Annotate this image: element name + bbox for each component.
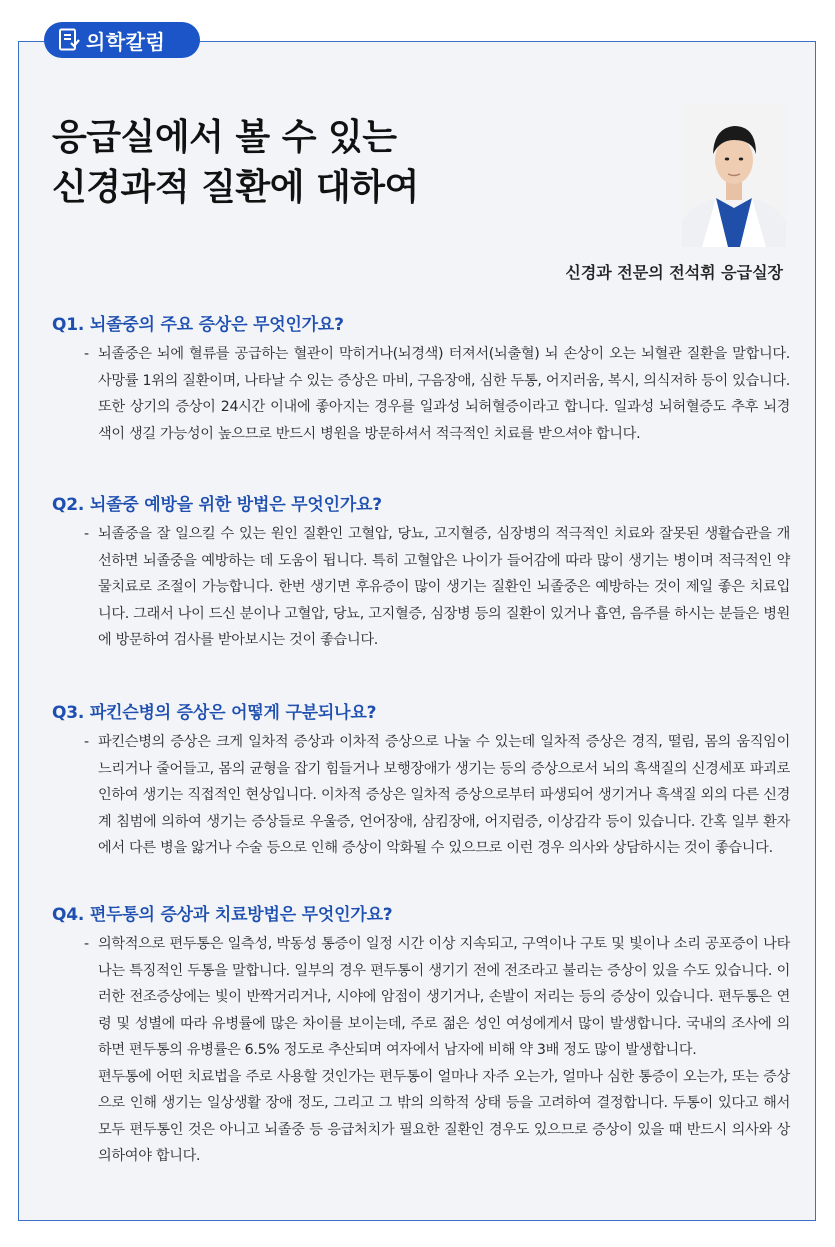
question-3: Q3. 파킨슨병의 증상은 어떻게 구분되나요?	[52, 703, 377, 723]
answer-paragraph: 편두통에 어떤 치료법을 주로 사용할 것인가는 편두통이 얼마나 자주 오는가, 얼마나 심한 통증이 오는가, 또는 증상으로 인해 생기는 일상생활 장애 정도, 그리고 그 밖의 의학적 상태 등을 고려하여 결정합니다. 두통이 있다고 해서 모두 편두통인 것은 아니고 뇌졸중 등 응급처치가 필요한 질환인 경우도 있으므로 증상이 있을 때 반드시 의사와 상의하여야 합니다.	[98, 1068, 790, 1164]
document-icon	[58, 28, 80, 52]
answer-paragraph: 파킨슨병의 증상은 크게 일차적 증상과 이차적 증상으로 나눌 수 있는데 일차적 증상은 경직, 떨림, 몸의 움직임이 느리거나 줄어들고, 몸의 균형을 잡기 힘들거나 보행장애가 생기는 등의 증상으로서 뇌의 흑색질의 신경세포 파괴로 인하여 생기는 직접적인 현상입니다. 이차적 증상은 일차적 증상으로부터 파생되어 생기거나 흑색질 외의 다른 신경계 침범에 의하여 생기는 증상들로 우울증, 언어장애, 삼킴장애, 어지럼증, 이상감각 등이 있습니다. 간혹 일부 환자에서 다른 병을 앓거나 수술 등으로 인해 증상이 악화될 수 있으므로 이런 경우 의사와 상담하시는 것이 좋습니다.	[98, 734, 790, 856]
article-title-line-1: 응급실에서 볼 수 있는	[52, 117, 397, 158]
answer-1	[52, 341, 790, 447]
question-1: Q1. 뇌졸중의 주요 증상은 무엇인가요?	[52, 315, 344, 335]
article-title	[52, 113, 612, 213]
answer-dash: -	[84, 734, 89, 750]
qa-item-4	[52, 903, 790, 1170]
qa-item-2	[52, 493, 790, 654]
answer-2	[52, 521, 790, 654]
answer-paragraph: 뇌졸중을 잘 일으킬 수 있는 원인 질환인 고혈압, 당뇨, 고지혈증, 심장병의 적극적인 치료와 잘못된 생활습관을 개선하면 뇌졸중을 예방하는 데 도움이 됩니다. 특히 고혈압은 나이가 들어감에 따라 많이 생기는 병이며 적극적인 약물치료로 조절이 가능합니다. 한번 생기면 후유증이 많이 생기는 질환인 뇌졸중은 예방하는 것이 제일 좋은 치료입니다. 그래서 나이 드신 분이나 고혈압, 당뇨, 고지혈증, 심장병 등의 질환이 있거나 흡연, 음주를 하시는 분들은 병원에 방문하여 검사를 받아보시는 것이 좋습니다.	[98, 526, 790, 648]
question-4: Q4. 편두통의 증상과 치료방법은 무엇인가요?	[52, 905, 393, 925]
answer-dash: -	[84, 346, 89, 362]
qa-item-3	[52, 701, 790, 862]
qa-item-1	[52, 313, 790, 447]
answer-paragraph: 의학적으로 편두통은 일측성, 박동성 통증이 일정 시간 이상 지속되고, 구역이나 구토 및 빛이나 소리 공포증이 나타나는 특징적인 두통을 말합니다. 일부의 경우 편두통이 생기기 전에 전조라고 불리는 증상이 있을 수도 있습니다. 이러한 전조증상에는 빛이 반짝거리거나, 시야에 암점이 생기거나, 손발이 저리는 등의 증상이 있습니다. 편두통은 연령 및 성별에 따라 유병률에 많은 차이를 보이는데, 주로 젊은 성인 여성에게서 많이 발생합니다. 국내의 조사에 의하면 편두통의 유병률은 6.5% 정도로 추산되며 여자에서 남자에 비해 약 3배 정도 많이 발생합니다.	[98, 936, 790, 1058]
author-byline: 신경과 전문의 전석휘 응급실장	[565, 263, 783, 282]
answer-4	[52, 931, 790, 1170]
answer-dash: -	[84, 936, 89, 952]
answer-paragraph: 뇌졸중은 뇌에 혈류를 공급하는 혈관이 막히거나(뇌경색) 터져서(뇌출혈) 뇌 손상이 오는 뇌혈관 질환을 말합니다. 사망률 1위의 질환이며, 나타날 수 있는 증상은 마비, 구음장애, 심한 두통, 어지러움, 복시, 의식저하 등이 있습니다. 또한 상기의 증상이 24시간 이내에 좋아지는 경우를 일과성 뇌허혈증이라고 합니다. 일과성 뇌허혈증도 추후 뇌경색이 생길 가능성이 높으므로 반드시 병원을 방문하셔서 적극적인 치료를 받으셔야 합니다.	[98, 346, 790, 442]
author-photo	[682, 104, 786, 247]
column-tag	[44, 22, 200, 58]
column-tag-label: 의학칼럼	[86, 29, 166, 54]
question-2: Q2. 뇌졸중 예방을 위한 방법은 무엇인가요?	[52, 495, 382, 515]
answer-dash: -	[84, 526, 89, 542]
answer-3	[52, 729, 790, 862]
article-title-line-2: 신경과적 질환에 대하여	[52, 167, 419, 208]
